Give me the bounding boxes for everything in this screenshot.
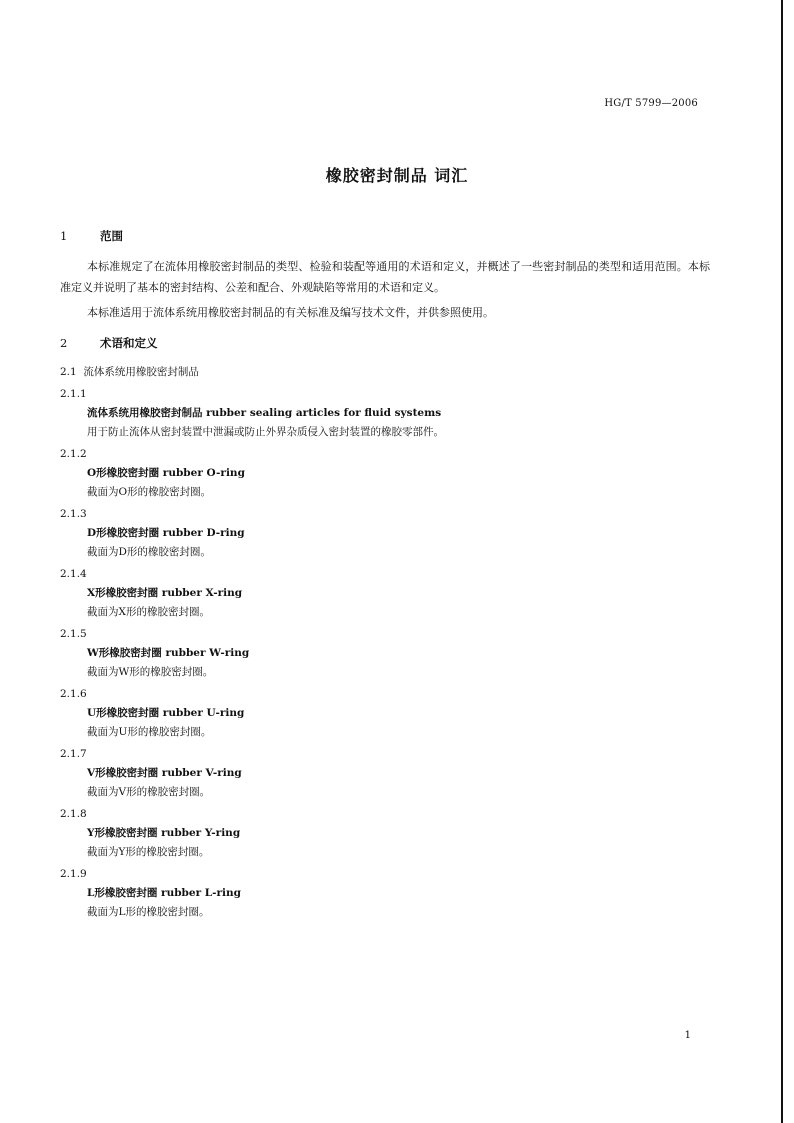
term-id: 2.1.4 [60, 568, 87, 580]
term-entry [60, 385, 710, 442]
term-id: 2.1.7 [60, 748, 87, 760]
term-definition: 截面为Y形的橡胶密封圈。 [87, 846, 210, 858]
term-entry [60, 625, 710, 682]
standard-number: HG/T 5799—2006 [604, 98, 698, 109]
section-heading-terms [60, 335, 710, 351]
term-id: 2.1.1 [60, 388, 87, 400]
term-entry [60, 745, 710, 802]
term-definition: 截面为V形的橡胶密封圈。 [87, 786, 211, 798]
scope-paragraph-1: 本标准规定了在流体用橡胶密封制品的类型、检验和装配等通用的术语和定义，并概述了一些密封制品的类型和适用范围。本标准定义并说明了基本的密封结构、公差和配合、外观缺陷等常用的术语和定义。 [60, 260, 710, 294]
section-title: 术语和定义 [100, 336, 158, 350]
term-definition: 截面为D形的橡胶密封圈。 [87, 546, 211, 558]
term-definition: 用于防止流体从密封装置中泄漏或防止外界杂质侵入密封装置的橡胶零部件。 [87, 426, 444, 438]
term-head: W形橡胶密封圈 rubber W-ring [87, 647, 250, 659]
scope-paragraph-2: 本标准适用于流体系统用橡胶密封制品的有关标准及编写技术文件，并供参照使用。 [87, 306, 494, 319]
section-heading-scope [60, 228, 710, 244]
document-body [60, 228, 710, 922]
term-head: O形橡胶密封圈 rubber O-ring [87, 467, 245, 479]
term-head: D形橡胶密封圈 rubber D-ring [87, 527, 245, 539]
term-definition: 截面为X形的橡胶密封圈。 [87, 606, 210, 618]
term-head: 流体系统用橡胶密封制品 rubber sealing articles for fluid systems [87, 407, 442, 419]
term-head: U形橡胶密封圈 rubber U-ring [87, 707, 245, 719]
term-group-heading [60, 363, 710, 382]
term-id: 2.1.9 [60, 868, 87, 880]
term-definition: 截面为W形的橡胶密封圈。 [87, 666, 214, 678]
term-entry [60, 865, 710, 922]
document-title: 橡胶密封制品 词汇 [325, 166, 469, 185]
term-definition: 截面为O形的橡胶密封圈。 [87, 486, 212, 498]
term-head: L形橡胶密封圈 rubber L-ring [87, 887, 241, 899]
term-id: 2.1.5 [60, 628, 87, 640]
term-group-id: 2.1 [60, 366, 77, 378]
term-entry [60, 685, 710, 742]
term-group-label: 流体系统用橡胶密封制品 [83, 366, 199, 378]
term-head: V形橡胶密封圈 rubber V-ring [87, 767, 242, 779]
term-definition: 截面为U形的橡胶密封圈。 [87, 726, 212, 738]
term-id: 2.1.6 [60, 688, 87, 700]
term-id: 2.1.8 [60, 808, 87, 820]
term-id: 2.1.2 [60, 448, 87, 460]
term-head: X形橡胶密封圈 rubber X-ring [87, 587, 243, 599]
term-definition: 截面为L形的橡胶密封圈。 [87, 906, 210, 918]
page-number: 1 [684, 1030, 691, 1041]
term-entry [60, 805, 710, 862]
term-entry [60, 505, 710, 562]
section-title: 范围 [100, 229, 123, 243]
term-entry [60, 565, 710, 622]
section-number: 2 [60, 336, 68, 350]
term-id: 2.1.3 [60, 508, 87, 520]
term-entry [60, 445, 710, 502]
term-head: Y形橡胶密封圈 rubber Y-ring [87, 827, 241, 839]
section-number: 1 [60, 229, 68, 243]
